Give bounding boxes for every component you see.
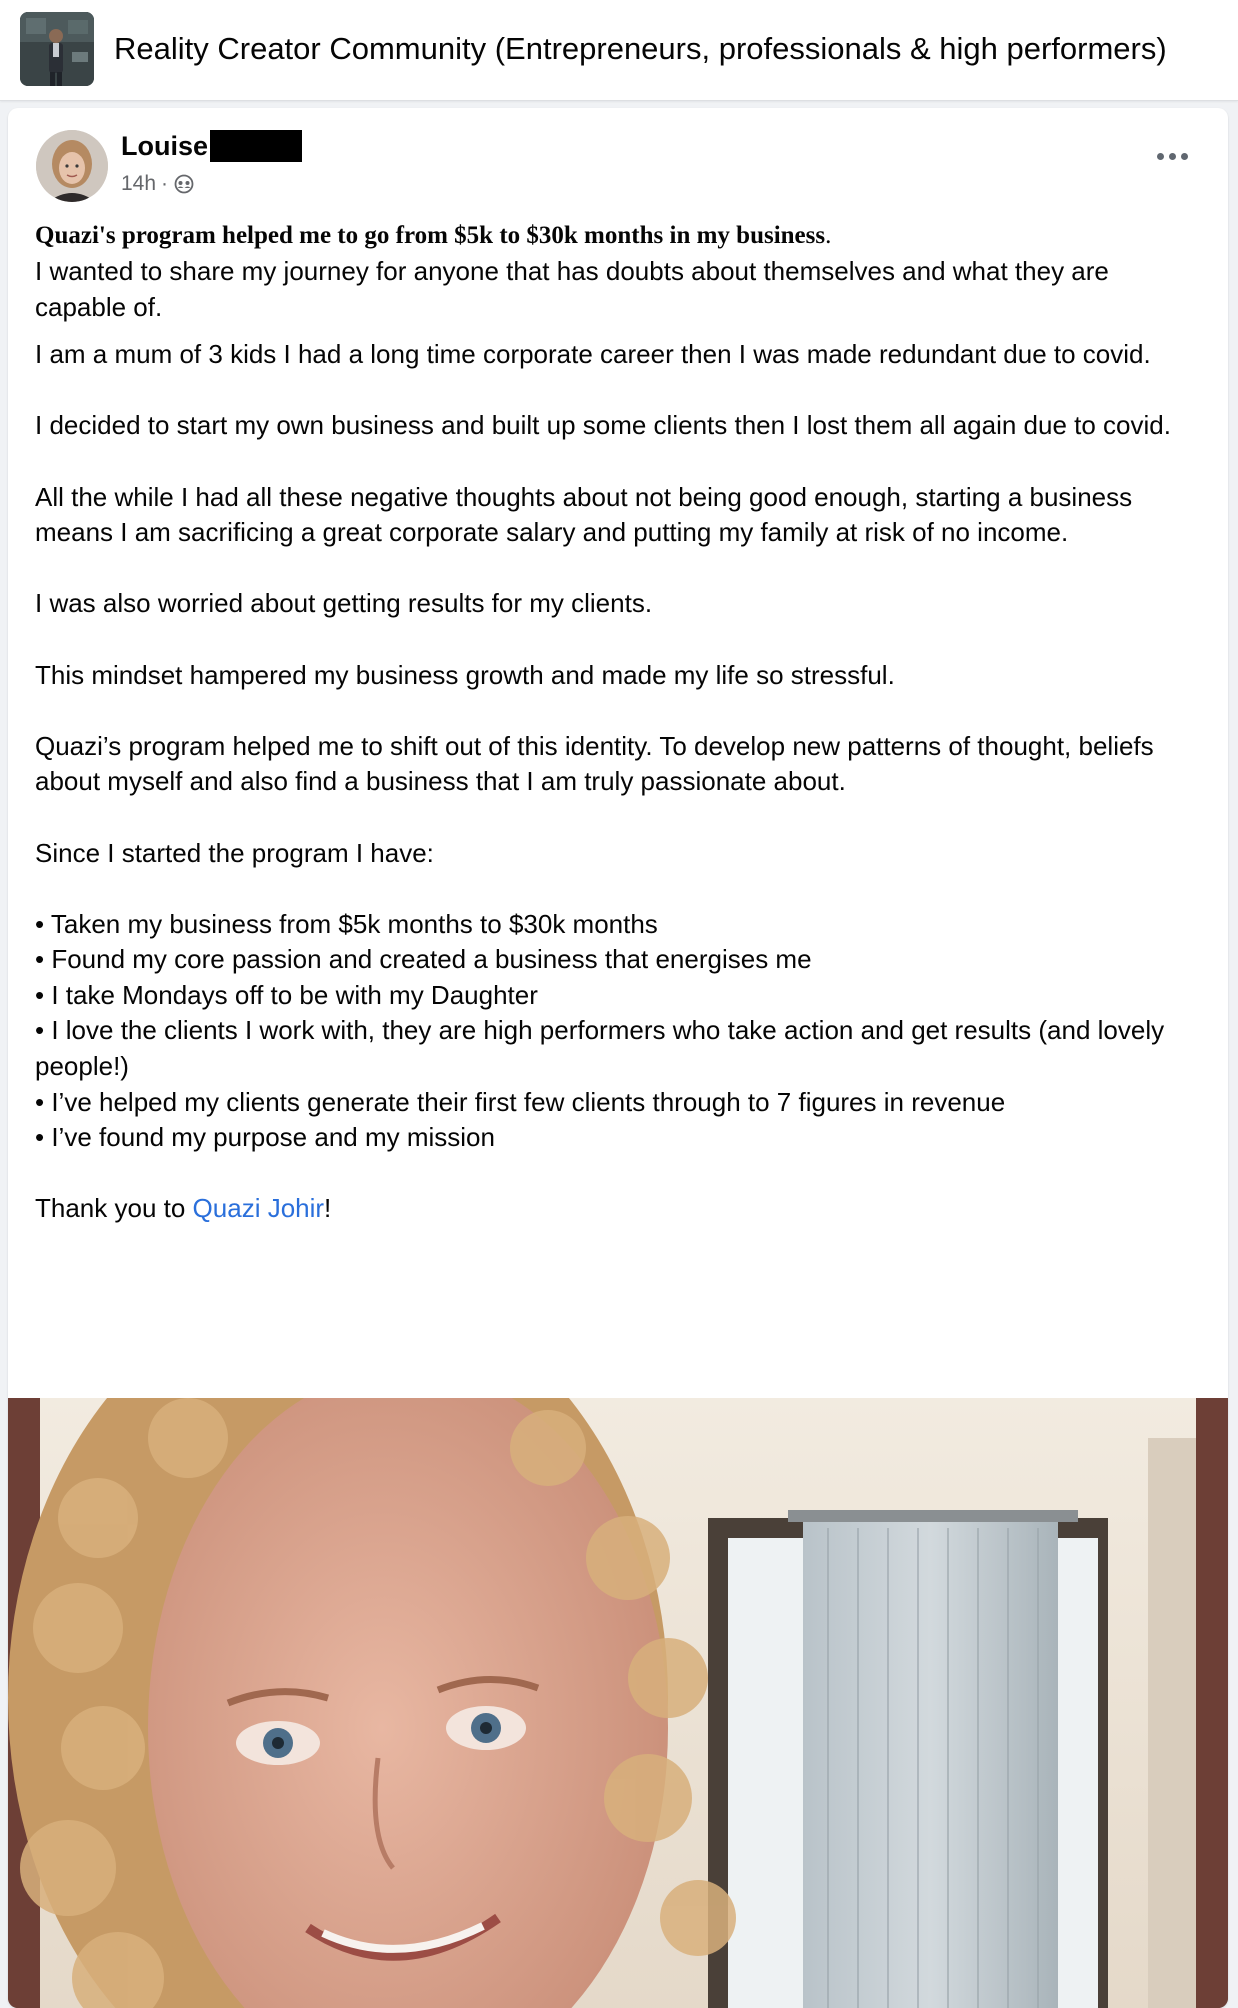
- post-photo-image[interactable]: [8, 1398, 1228, 2008]
- author-avatar[interactable]: [36, 130, 108, 202]
- redaction-bar: [210, 130, 302, 162]
- list-item: • I’ve found my purpose and my mission: [35, 1122, 495, 1153]
- post-paragraph: I decided to start my own business and built up some clients then I lost them all again due to covid.: [35, 410, 1171, 441]
- group-cover-image[interactable]: [20, 12, 94, 86]
- post-body: [35, 218, 1205, 1227]
- post-paragraph: I am a mum of 3 kids I had a long time corporate career then I was made redundant due to covid.: [35, 339, 1151, 370]
- list-item: • I’ve helped my clients generate their first few clients through to 7 figures in revenue: [35, 1086, 1006, 1117]
- thanks-suffix: !: [324, 1193, 332, 1224]
- author-name-text[interactable]: Louise: [121, 131, 209, 161]
- post-headline-text: Quazi's program helped me to go from $5k to $30k months in my business: [35, 222, 826, 249]
- list-item: • Found my core passion and created a business that energises me: [35, 944, 812, 975]
- more-options-icon[interactable]: [1152, 144, 1192, 168]
- more-dot: [1157, 153, 1164, 160]
- meta-separator: ·: [161, 172, 169, 195]
- post-paragraph: Quazi’s program helped me to shift out of this identity. To develop new patterns of thought, beliefs about myself and also find a business that I am truly passionate about.: [35, 730, 1154, 797]
- list-item: • I love the clients I work with, they are high performers who take action and get results (and lovely people!): [35, 1015, 1165, 1082]
- post-paragraph: This mindset hampered my business growth and made my life so stressful.: [35, 659, 895, 690]
- post-meta: [121, 170, 194, 198]
- post-headline: [35, 218, 1205, 254]
- post-time[interactable]: 14h: [121, 172, 157, 195]
- post-paragraph: I was also worried about getting results for my clients.: [35, 588, 653, 619]
- mention-link[interactable]: Quazi Johir: [192, 1193, 325, 1224]
- post-paragraph: All the while I had all these negative thoughts about not being good enough, starting a business means I am sacrificing a great corporate salary and putting my family at risk of no income.: [35, 481, 1133, 548]
- post-card: [8, 108, 1228, 2008]
- list-item: • Taken my business from $5k months to $30k months: [35, 908, 658, 939]
- group-header: [0, 0, 1238, 101]
- author-name[interactable]: [121, 128, 302, 164]
- post-paragraph: Since I started the program I have:: [35, 837, 434, 868]
- thanks-prefix: Thank you to: [35, 1193, 193, 1224]
- list-item: • I take Mondays off to be with my Daughter: [35, 979, 538, 1010]
- thanks-line: [35, 1191, 1205, 1227]
- post-paragraph: I wanted to share my journey for anyone that has doubts about themselves and what they are capable of.: [35, 256, 1109, 322]
- group-title[interactable]: Reality Creator Community (Entrepreneurs, professionals & high performers): [114, 31, 1167, 66]
- post-headline-end: .: [825, 222, 832, 249]
- more-dot: [1181, 153, 1188, 160]
- group-members-icon: [174, 174, 194, 194]
- more-dot: [1169, 153, 1176, 160]
